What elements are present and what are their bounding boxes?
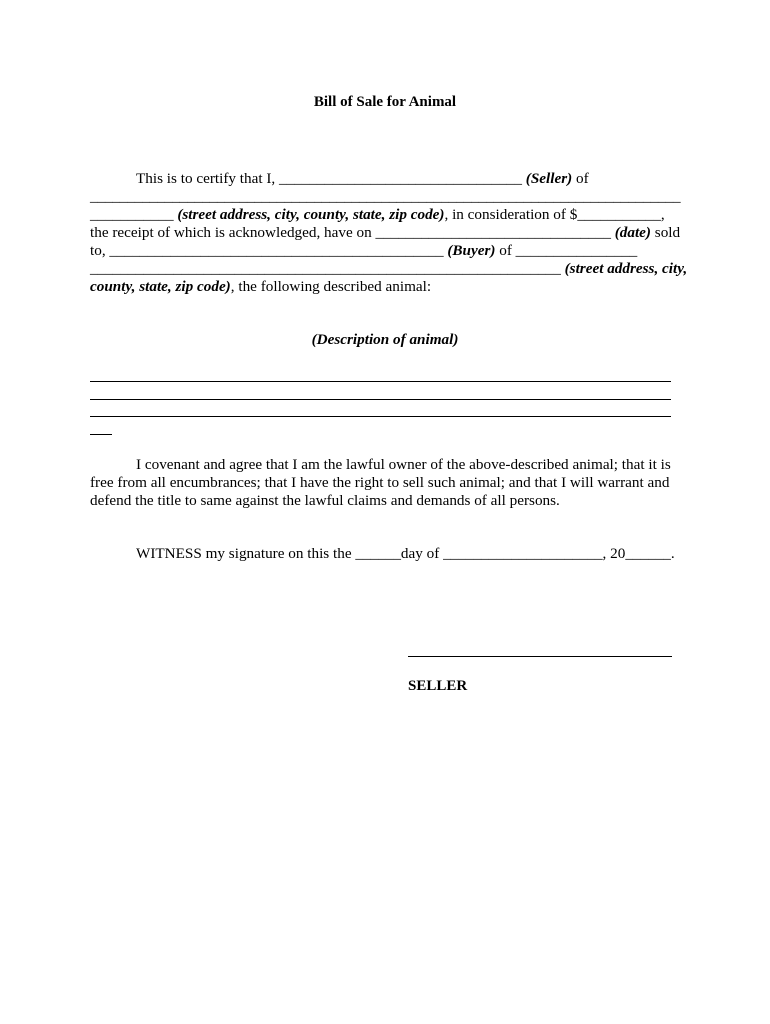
buyer-address-line	[90, 260, 687, 278]
covenant-line-1: I covenant and agree that I am the lawful owner of the above-described animal; that it is	[136, 456, 671, 473]
sold-text: sold	[650, 224, 681, 241]
date-label: (date)	[614, 224, 651, 241]
buyer-address-blank: ______________________________________________________________	[90, 260, 565, 277]
buyer-line	[90, 242, 637, 260]
witness-line: WITNESS my signature on this the ______day of _____________________, 20______.	[136, 545, 675, 562]
seller-label: (Seller)	[525, 170, 573, 187]
certify-text: This is to certify that I, ________________________________	[136, 170, 526, 187]
buyer-label: (Buyer)	[447, 242, 496, 259]
covenant-line-2: free from all encumbrances; that I have the right to sell such animal; and that I will warrant and	[90, 474, 670, 491]
covenant-line-3: defend the title to same against the lawful claims and demands of all persons.	[90, 492, 560, 509]
consideration-line	[90, 206, 665, 224]
document-title: Bill of Sale for Animal	[313, 94, 457, 110]
receipt-text: the receipt of which is acknowledged, have on _______________________________	[90, 224, 615, 241]
description-rule-1	[90, 381, 671, 382]
address-blank: ___________	[90, 206, 178, 223]
signature-line	[408, 656, 672, 657]
described-animal-line	[90, 278, 431, 296]
seller-address-blank-line: _______________________________________________________________________________	[90, 188, 681, 205]
consideration-text: , in consideration of $___________,	[444, 206, 665, 223]
seller-address-label: (street address, city, county, state, zip code)	[177, 206, 445, 223]
description-rule-2	[90, 399, 671, 400]
receipt-line	[90, 224, 680, 242]
certify-line	[136, 170, 589, 188]
buyer-address-label-part2: county, state, zip code)	[90, 278, 231, 295]
buyer-of-text: of ________________	[495, 242, 638, 259]
seller-signature-label: SELLER	[408, 678, 468, 694]
to-text: to, ____________________________________________	[90, 242, 448, 259]
described-animal-text: , the following described animal:	[230, 278, 432, 295]
buyer-address-label-part1: (street address, city,	[564, 260, 688, 277]
description-rule-4	[90, 434, 112, 435]
certify-of: of	[572, 170, 589, 187]
description-rule-3	[90, 416, 671, 417]
description-label: (Description of animal)	[311, 331, 459, 348]
